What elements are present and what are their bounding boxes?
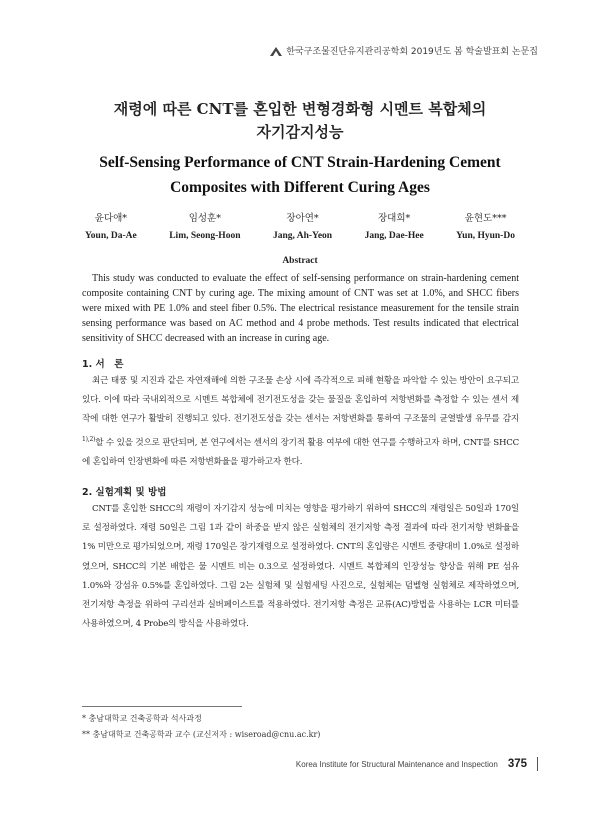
author-name-korean: 윤다애* — [94, 213, 127, 224]
abstract-heading: Abstract — [282, 256, 318, 266]
author-name-korean: 윤현도*** — [464, 213, 507, 224]
title-english — [0, 150, 600, 200]
journal-header — [270, 44, 538, 57]
author-name-english: Jang, Dae-Hee — [364, 231, 424, 241]
footer-institute: Korea Institute for Structural Maintenance and Inspection — [295, 759, 498, 769]
title-english-line: Self-Sensing Performance of CNT Strain-Hardening Cement — [99, 154, 501, 171]
author — [365, 211, 424, 244]
author — [273, 211, 332, 244]
author-name-korean: 장아연* — [286, 213, 319, 224]
section-body-introduction — [82, 372, 519, 472]
author — [169, 211, 240, 244]
title-korean-line: 자기감지성능 — [256, 123, 344, 141]
page-footer — [296, 757, 538, 771]
author-name-english: Jang, Ah-Yeon — [272, 231, 333, 241]
footnote: * 충남대학교 건축공학과 석사과정 — [82, 714, 202, 723]
footnote-divider — [82, 706, 242, 707]
author-name-english: Yun, Hyun-Do — [456, 231, 515, 241]
title-korean — [0, 98, 600, 144]
page-number: 375 — [507, 758, 527, 770]
intro-text-part: 최근 태풍 및 지진과 같은 자연재해에 의한 구조물 손상 시에 즉각적으로 피해 현황을 파악할 수 있는 방안이 요구되고 있다. 이에 따라 국내외적으로 시멘트 복합체에 전기전도성을 갖는 물질을 혼입하여 저항변화를 측정할 수 있는 센서 제작에 대한 연구가 활발히 진행되고 있다. 전기전도성을 갖는 센서는 저항변화를 통하여 구조물의 균열발생 유무를 감지 — [82, 376, 519, 425]
section-body-methods: CNT를 혼입한 SHCC의 재령이 자기감지 성능에 미치는 영향을 평가하기 위하여 SHCC의 재령일은 50일과 170일로 설정하였다. 재령 50일은 그림 1과 같이 하중을 받지 않은 실험체의 전기저항 측정 결과에 따라 전기저항 변화율을 1% 미만으로 평가되었으며, 재령 170일은 장기재령으로 설정하였다. CNT의 혼입량은 시멘트 중량대비 1.0%로 설정하였으며, SHCC의 기본 배합은 물 시멘트 비는 0.3으로 설정하였다. 시멘트 복합체의 인장성능 향상을 위해 PE 섬유 1.0%와 강섬유 0.5%를 혼입하였다. 그림 2는 실험체 및 실험세팅 사진으로, 실험체는 덤벨형 실험체로 제작하였으며, 전기저항 측정을 위하여 구리선과 실버페이스트를 적용하였다. 전기저항 측정은 교류(AC)방법을 사용하는 LCR 미터를 사용하였으며, 4 Probe의 방식을 사용하였다. — [82, 504, 519, 630]
section-heading-methods: 2. 실험계획 및 방법 — [82, 487, 167, 498]
author-list — [85, 211, 515, 244]
author-name-english: Lim, Seong-Hoon — [169, 231, 241, 241]
author — [85, 211, 137, 244]
author-name-korean: 임성훈* — [188, 213, 221, 224]
citation-superscript: 1),2) — [82, 435, 96, 443]
author-name-korean: 장대희* — [377, 213, 411, 224]
footnotes — [82, 711, 320, 743]
footnote: ** 충남대학교 건축공학과 교수 (교신저자 : wiseroad@cnu.ac.kr) — [82, 730, 321, 739]
footer-divider — [537, 757, 538, 771]
section-heading-introduction: 1. 서 론 — [82, 359, 124, 370]
intro-text-part: 할 수 있을 것으로 판단되며, 본 연구에서는 센서의 장기적 활용 여부에 대한 연구를 수행하고자 하며, CNT를 SHCC에 혼입하여 인장변화에 따른 저항변화율을 평가하고자 한다. — [82, 437, 519, 467]
author — [456, 211, 515, 244]
title-korean-line: 재령에 따른 CNT를 혼입한 변형경화형 시멘트 복합체의 — [113, 100, 487, 118]
journal-logo-icon — [270, 46, 282, 56]
abstract-text: This study was conducted to evaluate the effect of self-sensing performance on strain-hardening cement composite containing CNT by curing age. The mixing amount of CNT was set at 1.0%, and SHCC fibers were mixed with PE 1.0% and steel fiber 0.5%. The electrical resistance measurement for the tensile strain sensing performance was based on AC method and 4 probe methods. Test results indicated that electrical sensitivity of SHCC decreased with an increase in curing age. — [82, 273, 519, 344]
journal-name: 한국구조물진단유지관리공학회 2019년도 봄 학술발표회 논문집 — [286, 47, 538, 57]
title-english-line: Composites with Different Curing Ages — [170, 179, 430, 196]
author-name-english: Youn, Da-Ae — [85, 231, 137, 241]
